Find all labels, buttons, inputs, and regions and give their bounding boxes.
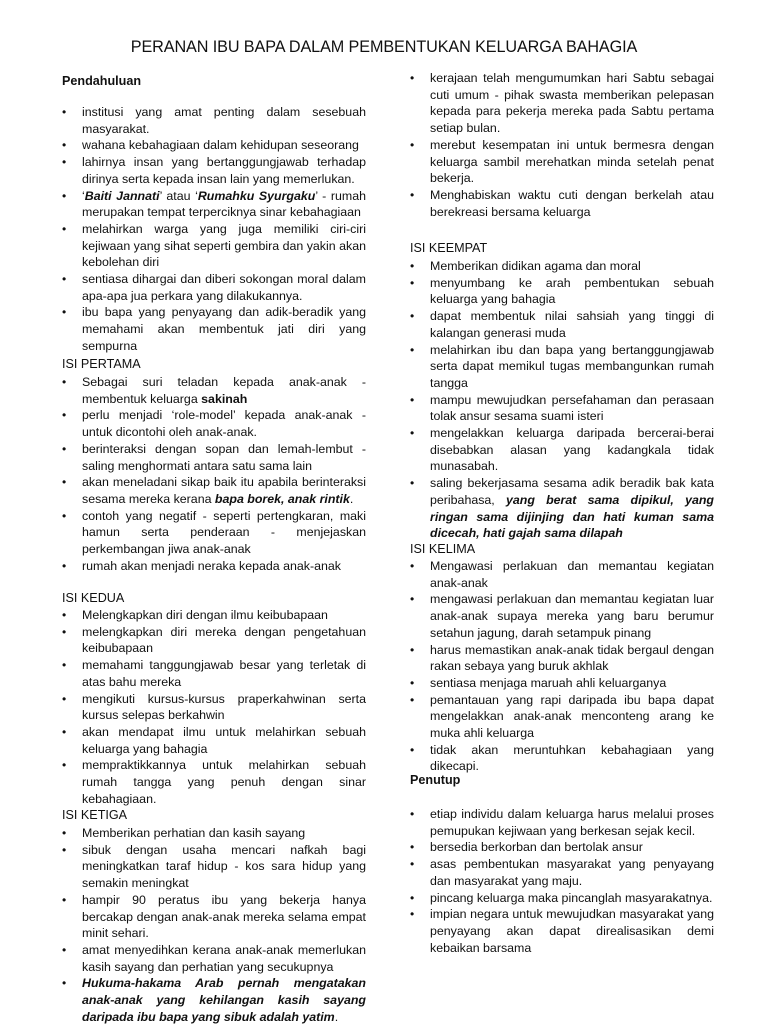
list-item: • Melengkapkan diri dengan ilmu keibubapaan (62, 607, 366, 624)
item-text: Sebagai suri teladan kepada anak-anak - membentuk keluarga (82, 375, 366, 406)
list-item: • dapat membentuk nilai sahsiah yang tinggi di kalangan generasi muda (410, 308, 714, 341)
list-item: • ibu bapa yang penyayang dan adik-beradik yang memahami akan membentuk jati diri yang sempurna (62, 304, 366, 354)
isi-pertama-list (62, 374, 366, 574)
isi-kedua-list (62, 607, 366, 807)
list-item: • Memberikan didikan agama dan moral (410, 258, 714, 275)
list-item: • sentiasa menjaga maruah ahli keluarganya (410, 675, 714, 692)
list-item: • mempraktikkannya untuk melahirkan sebuah rumah tangga yang penuh dengan sinar kebahagiaan. (62, 757, 366, 807)
list-item: • mengelakkan keluarga daripada bercerai-berai disebabkan alasan yang kadangkala tidak munasabah. (410, 425, 714, 475)
list-item: • rumah akan menjadi neraka kepada anak-anak (62, 558, 366, 575)
list-item: • melengkapkan diri mereka dengan pengetahuan keibubapaan (62, 624, 366, 657)
list-item: • sentiasa dihargai dan diberi sokongan moral dalam apa-apa jua perkara yang dilakukannya. (62, 271, 366, 304)
list-item: • lahirnya insan yang bertanggungjawab terhadap dirinya serta kepada insan lain yang memerlukan. (62, 154, 366, 187)
isi-kelima-list (410, 558, 714, 775)
item-text: ’ - rumah merupakan tempat terperciknyа sinar kebahagiaan (82, 188, 366, 220)
isi-kelima-heading: ISI KELIMA (410, 542, 476, 556)
isi-keempat-heading: ISI KEEMPAT (410, 241, 488, 255)
list-item: • amat menyedihkan kerana anak-anak memerlukan kasih sayang dan perhatian yang secukupnya (62, 942, 366, 975)
list-item: • institusi yang amat penting dalam sesebuah masyarakat. (62, 104, 366, 137)
pendahuluan-list (62, 104, 366, 355)
list-item (62, 975, 366, 1025)
list-item: • pemantauan yang rapi daripada ibu bapa dapat mengelakkan anak-anak menconteng arang ke muka ahli keluarga (410, 692, 714, 742)
word-sakinah: sakinah (201, 391, 248, 406)
item-text: saling bekerjasama sesama adik beradik bak kata peribahasa, (430, 476, 714, 507)
isi-kedua-heading: ISI KEDUA (62, 591, 125, 605)
list-item: • impian negara untuk mewujudkan masyarakat yang penyayang akan dapat direalisasikan demi kebaikan barsama (410, 906, 714, 956)
list-item (62, 474, 366, 507)
list-item: • hampir 90 peratus ibu yang bekerja hanya bercakap dengan anak-anak mereka selama empat minit sehari. (62, 892, 366, 942)
isi-ketiga-heading: ISI KETIGA (62, 808, 128, 822)
item-text: ‘ (82, 188, 85, 203)
list-item: • mampu mewujudkan persefahaman dan perasaan tolak ansur sesama suami isteri (410, 392, 714, 425)
isi-keempat-list (410, 258, 714, 542)
item-text: . (334, 1009, 339, 1024)
list-item: • Memberikan perhatian dan kasih sayang (62, 825, 366, 842)
item-text: akan meneladani sikap baik itu apabila berinteraksi sesama mereka kerana (82, 475, 366, 506)
list-item: • tidak akan meruntuhkan kebahagiaan yang dikecapi. (410, 742, 714, 775)
list-item: • pincang keluarga maka pincanglah masyarakatnya. (410, 890, 714, 907)
list-item: • merebut kesempatan ini untuk bermesra dengan keluarga sambil merehatkan minda setelah penat bekerja. (410, 137, 714, 187)
quote-hukama-arab: Hukuma-hakama Arab pernah mengatakan anak-anak yang kehilangan kasih sayang daripada ibu bapa yang sibuk adalah yatim (82, 976, 366, 1024)
penutup-list (410, 806, 714, 956)
list-item: • Mengawasi perlakuan dan memantau kegiatan anak-anak (410, 558, 714, 591)
list-item: • akan mendapat ilmu untuk melahirkan sebuah keluarga yang bahagia (62, 724, 366, 757)
list-item: • mengikuti kursus-kursus praperkahwinan serta kursus selepas berkahwin (62, 691, 366, 724)
item-text: . (349, 491, 354, 506)
peribahasa-berat-sama-dipikul: yang berat sama dipikul, yang ringan sama dijinjing dan hati kuman sama dicecah, hati gajah sama dilapah (430, 492, 714, 541)
list-item: • melahirkan warga yang juga memiliki ciri-ciri kejiwaan yang sihat seperti gembira dan yakin akan kebolehan diri (62, 221, 366, 271)
isi-ketiga-list (62, 825, 366, 1025)
list-item: • contoh yang negatif - seperti pertengkaran, maki hamun serta penderaan - menjejaskan perkembangan jiwa anak-anak (62, 508, 366, 558)
phrase-baiti-jannati: Baiti Jannati (84, 188, 160, 203)
list-item: • memahami tanggungjawab besar yang terletak di atas bahu mereka (62, 657, 366, 690)
isi-pertama-heading: ISI PERTAMA (62, 357, 141, 371)
list-item: • etiap individu dalam keluarga harus melalui proses pemupukan kejiwaan yang berkesan sejak kecil. (410, 806, 714, 839)
phrase-rumahku-syurgaku: Rumahku Syurgaku (197, 188, 316, 203)
list-item (62, 188, 366, 221)
item-text: ’ atau ‘ (159, 188, 198, 203)
list-item: • kerajaan telah mengumumkan hari Sabtu sebagai cuti umum - pihak swasta memberikan pelepasan kepada para pekerja mereka pada Sabtu pertama setiap bulan. (410, 70, 714, 137)
list-item: • mengawasi perlakuan dan memantau kegiatan luar anak-anak supaya mereka yang baru berumur setahun jagung, darah setampuk pinang (410, 591, 714, 641)
isi-ketiga-continued-list (410, 70, 714, 220)
list-item: • harus memastikan anak-anak tidak bergaul dengan rakan sebaya yang buruk akhlak (410, 642, 714, 675)
penutup-heading: Penutup (410, 773, 461, 787)
list-item: • sibuk dengan usaha mencari nafkah bagi meningkatkan taraf hidup - kos sara hidup yang semakin meningkat (62, 842, 366, 892)
peribahasa-bapa-borek: bapa borek, anak rintik (214, 491, 350, 506)
list-item: • Menghabiskan waktu cuti dengan berkelah atau berekreasi bersama keluarga (410, 187, 714, 220)
page-title: PERANAN IBU BAPA DALAM PEMBENTUKAN KELUARGA BAHAGIA (130, 38, 638, 56)
list-item: • wahana kebahagiaan dalam kehidupan seseorang (62, 137, 366, 154)
list-item: • menyumbang ke arah pembentukan sebuah keluarga yang bahagia (410, 275, 714, 308)
list-item: • bersedia berkorban dan bertolak ansur (410, 839, 714, 856)
pendahuluan-heading: Pendahuluan (62, 74, 142, 88)
list-item: • perlu menjadi ‘role-model’ kepada anak-anak - untuk dicontohi oleh anak-anak. (62, 407, 366, 440)
list-item: • melahirkan ibu dan bapa yang bertanggungjawab serta dapat memikul tugas membangunkan rumah tangga (410, 342, 714, 392)
list-item: • asas pembentukan masyarakat yang penyayang dan masyarakat yang maju. (410, 856, 714, 889)
list-item (62, 374, 366, 407)
list-item (410, 475, 714, 542)
list-item: • berinteraksi dengan sopan dan lemah-lembut - saling menghormati antara satu sama lain (62, 441, 366, 474)
